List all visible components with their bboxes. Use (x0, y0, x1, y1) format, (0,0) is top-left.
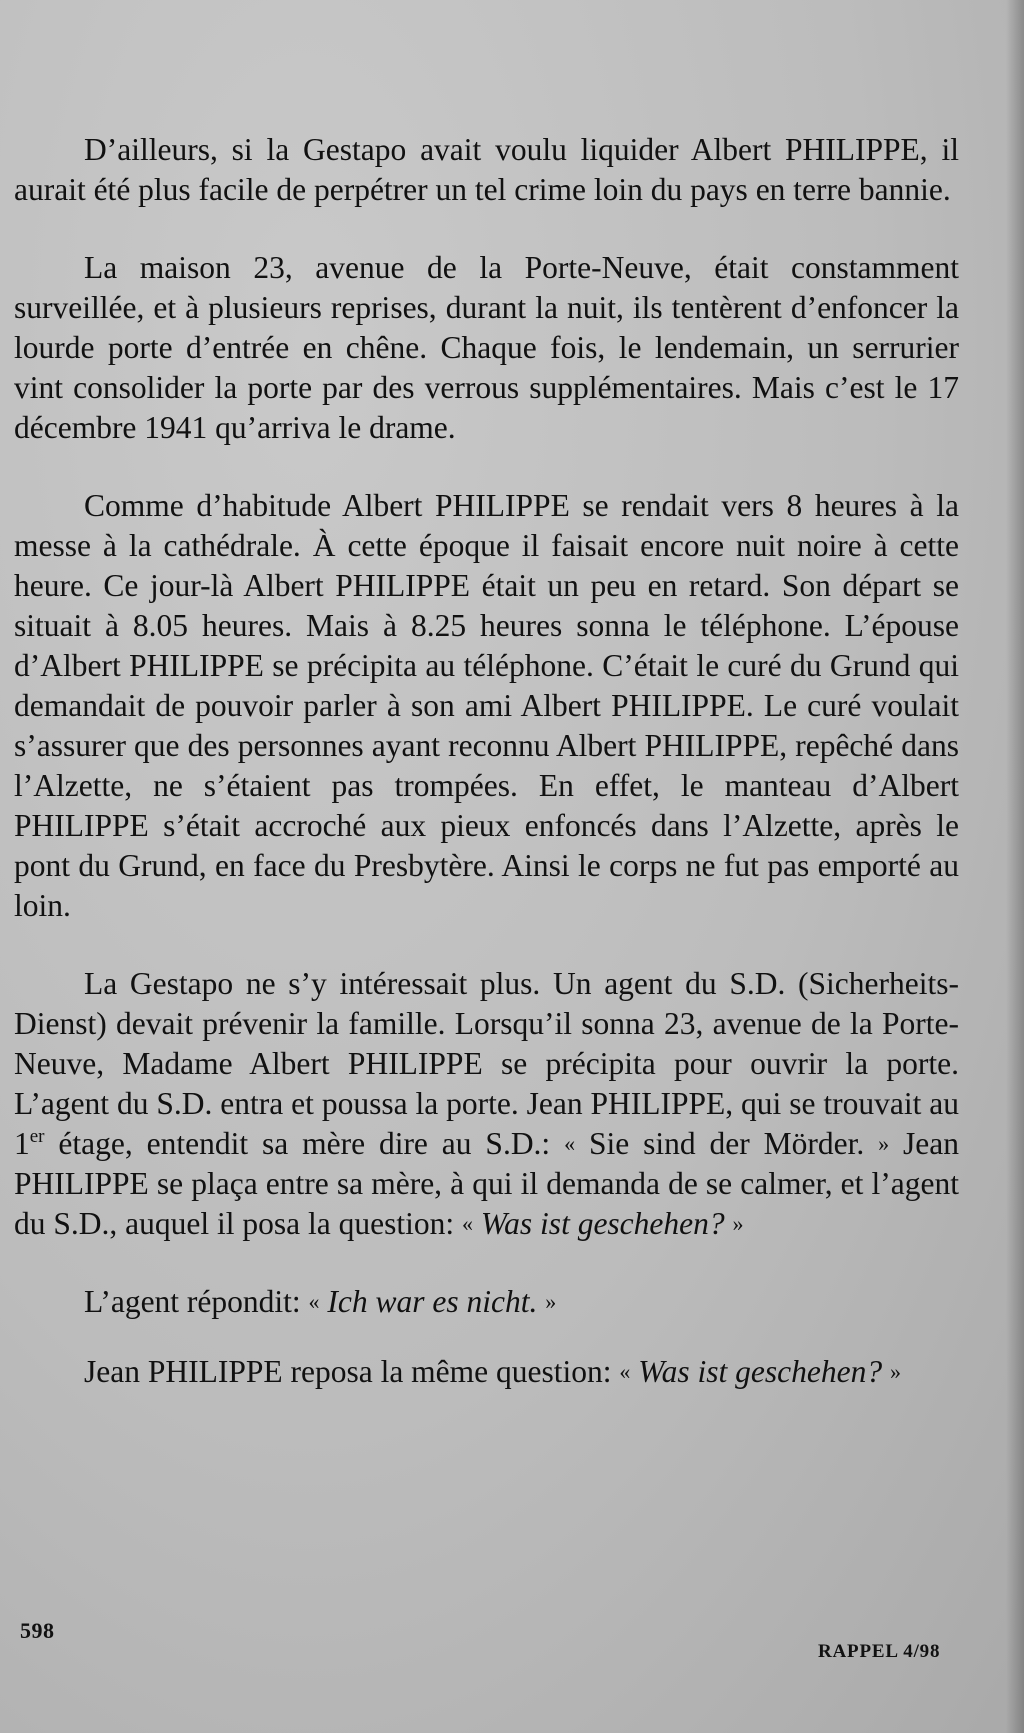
paragraph-4-text-1: La Gestapo ne s’y intéressait plus. Un agent du S.D. (Sicherheits-Dienst) devait prévenir la famille. Lorsqu’il sonna 23, avenue de la Porte-Neuve, Madame Albert PHILIPPE se précipita pour ouvrir la porte. L’agent du S.D. entra et poussa la porte. Jean PHILIPPE, qui se trouvait au 1 (14, 966, 959, 1161)
quote-german-question: Was ist geschehen? (472, 1206, 733, 1241)
paragraph-6-text: Jean PHILIPPE reposa la même question: (84, 1354, 620, 1389)
paragraph-1: D’ailleurs, si la Gestapo avait voulu liquider Albert PHILIPPE, il aurait été plus facile de perpétrer un tel crime loin du pays en terre bannie. (14, 132, 959, 207)
quote-close-mark: » (878, 1131, 890, 1156)
quote-close-mark: » (545, 1289, 557, 1314)
paragraph-5 (14, 1282, 959, 1322)
quote-close-mark: » (732, 1211, 744, 1236)
paragraph-2: La maison 23, avenue de la Porte-Neuve, était constamment surveillée, et à plusieurs reprises, durant la nuit, ils tentèrent d’enfoncer la lourde porte d’entrée en chêne. Chaque fois, le lendemain, un serrurier vint consolider la porte par des verrous supplémentaires. Mais c’est le 17 décembre 1941 qu’arriva le drame. (14, 250, 959, 445)
running-footer-title: RAPPEL 4/98 (818, 1641, 941, 1662)
paragraph-3: Comme d’habitude Albert PHILIPPE se rendait vers 8 heures à la messe à la cathédrale. À cette époque il faisait encore nuit noire à cette heure. Ce jour-là Albert PHILIPPE était un peu en retard. Son départ se situait à 8.05 heures. Mais à 8.25 heures sonna le téléphone. L’épouse d’Albert PHILIPPE se précipita au téléphone. C’était le curé du Grund qui demandait de pouvoir parler à son ami Albert PHILIPPE. Le curé voulait s’assurer que des personnes ayant reconnu Albert PHILIPPE, repêché dans l’Alzette, ne s’étaient pas trompées. En effet, le manteau d’Albert PHILIPPE s’était accroché aux pieux enfoncés dans l’Alzette, après le pont du Grund, en face du Presbytère. Ainsi le corps ne fut pas emporté au loin. (14, 488, 959, 923)
quote-open-mark: « (308, 1289, 320, 1314)
paragraph-4-text-2: étage, entendit sa mère dire au S.D.: (44, 1126, 565, 1161)
paragraph-4-text-3: Jean PHILIPPE se plaça entre sa mère, à qui il demanda de se calmer, et l’agent du S.D., auquel il posa la question: (14, 1126, 959, 1241)
quote-german-murderer: Sie sind der Mörder. (575, 1126, 879, 1161)
quote-open-mark: « (564, 1131, 576, 1156)
paragraph-5-text: L’agent répondit: (84, 1284, 309, 1319)
paragraph-6 (14, 1352, 959, 1392)
quote-german-question-repeat: Was ist geschehen? (630, 1354, 890, 1389)
page-number: 598 (20, 1618, 55, 1643)
quote-close-mark: » (889, 1359, 901, 1384)
body-text (14, 130, 959, 1430)
paragraph-4 (14, 964, 959, 1244)
quote-open-mark: « (461, 1211, 473, 1236)
quote-german-answer: Ich war es nicht. (319, 1284, 546, 1319)
quote-open-mark: « (619, 1359, 631, 1384)
ordinal-superscript: er (29, 1126, 45, 1147)
